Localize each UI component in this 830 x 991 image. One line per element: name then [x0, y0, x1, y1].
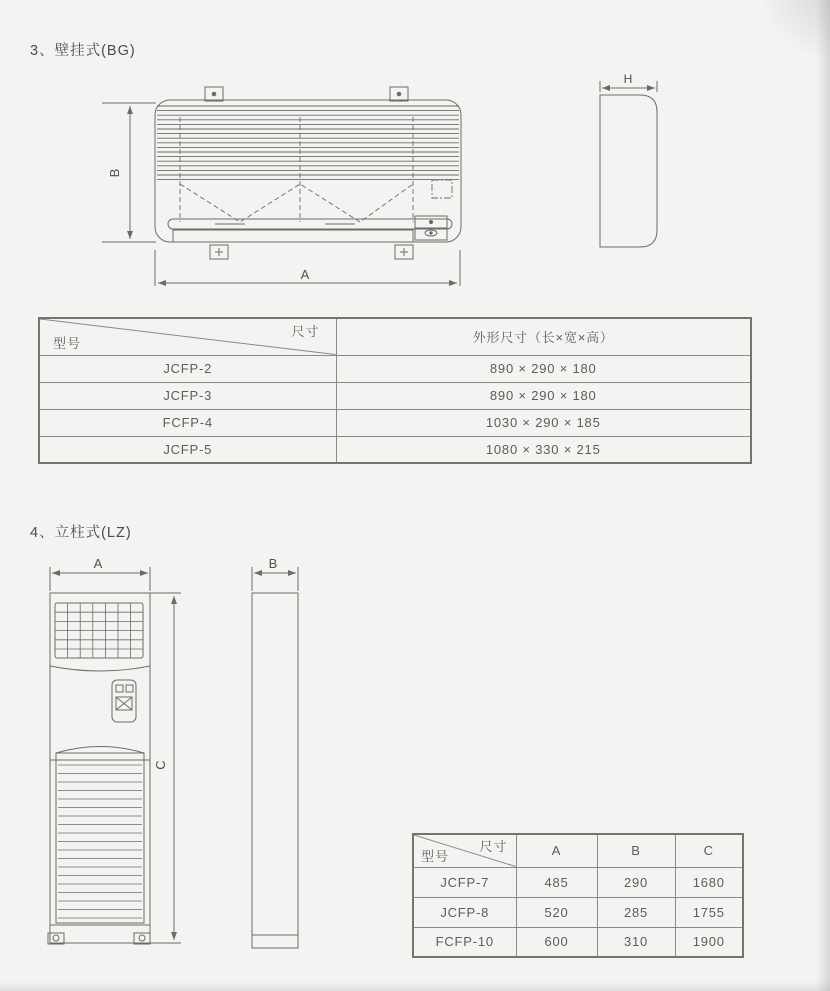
size-cell: 1080 × 330 × 215: [336, 436, 751, 463]
table-row: [39, 409, 751, 436]
hidden-box: [432, 180, 452, 198]
table-row: [39, 382, 751, 409]
value-cell: 520: [516, 897, 597, 927]
model-cell: JCFP-7: [413, 867, 516, 897]
scan-shadow-corner: [760, 0, 830, 60]
value-cell: 1755: [675, 897, 743, 927]
wall-spec-table: [38, 317, 752, 464]
mounting-tabs-bottom: [210, 245, 413, 259]
table-row: [413, 927, 743, 957]
hidden-lines-zigzag: [180, 184, 413, 222]
wall-unit-side-view: [600, 95, 657, 247]
dimension-b-label: B: [107, 168, 122, 178]
value-cell: 1900: [675, 927, 743, 957]
wall-unit-drawing: [100, 72, 675, 302]
model-cell: FCFP-10: [413, 927, 516, 957]
floor-spec-table: [412, 833, 744, 958]
corner-label-size: 尺寸: [291, 324, 320, 339]
table-corner-cell: [413, 834, 516, 867]
louver-lines: [157, 106, 459, 180]
value-cell: 600: [516, 927, 597, 957]
size-cell: 1030 × 290 × 185: [336, 409, 751, 436]
floor-unit-drawing-svg: [28, 553, 318, 978]
intake-grille: [55, 603, 143, 658]
model-cell: JCFP-3: [39, 382, 336, 409]
value-cell: 485: [516, 867, 597, 897]
bottom-strip: [173, 230, 413, 242]
section-heading-floor: 4、立柱式(LZ): [30, 525, 132, 541]
model-cell: JCFP-2: [39, 355, 336, 382]
table-corner-cell: [39, 318, 336, 355]
corner-label-model: 型号: [53, 335, 82, 351]
table-row: [413, 897, 743, 927]
value-cell: 310: [597, 927, 675, 957]
outlet-louver-panel: [50, 747, 150, 924]
table-row: [413, 867, 743, 897]
corner-label-size: 尺寸: [479, 839, 508, 854]
column-header-c: C: [675, 834, 743, 867]
base-and-feet: [48, 925, 150, 944]
table-row: [39, 436, 751, 463]
floor-unit-side-view: [252, 593, 298, 948]
scan-shadow-right: [816, 0, 830, 991]
section-heading-wall: 3、壁挂式(BG): [30, 43, 136, 59]
floor-unit-drawing: [28, 553, 318, 978]
model-cell: FCFP-4: [39, 409, 336, 436]
value-cell: 1680: [675, 867, 743, 897]
wall-unit-drawing-svg: [100, 72, 675, 302]
column-header-a: A: [516, 834, 597, 867]
air-outlet-bar: [168, 219, 452, 229]
value-cell: 285: [597, 897, 675, 927]
floor-unit-front-view: [48, 593, 150, 944]
dimension-b-label: B: [268, 556, 278, 571]
panel-curve: [50, 666, 150, 671]
wall-unit-front-view: [155, 87, 461, 259]
control-box: [415, 216, 447, 240]
mounting-tabs-top: [205, 87, 408, 101]
value-cell: 290: [597, 867, 675, 897]
dimension-c-label: C: [153, 760, 168, 770]
dimension-a-label: A: [93, 556, 103, 571]
model-cell: JCFP-8: [413, 897, 516, 927]
column-header-b: B: [597, 834, 675, 867]
column-header-dimensions: 外形尺寸（长×宽×高）: [336, 318, 751, 355]
size-cell: 890 × 290 × 180: [336, 382, 751, 409]
scan-shadow-bottom: [0, 981, 830, 991]
dimension-a-label: A: [300, 267, 310, 282]
dimension-h-label: H: [623, 72, 633, 86]
table-row: [39, 355, 751, 382]
corner-label-model: 型号: [421, 848, 450, 864]
model-cell: JCFP-5: [39, 436, 336, 463]
control-panel: [112, 680, 136, 722]
size-cell: 890 × 290 × 180: [336, 355, 751, 382]
